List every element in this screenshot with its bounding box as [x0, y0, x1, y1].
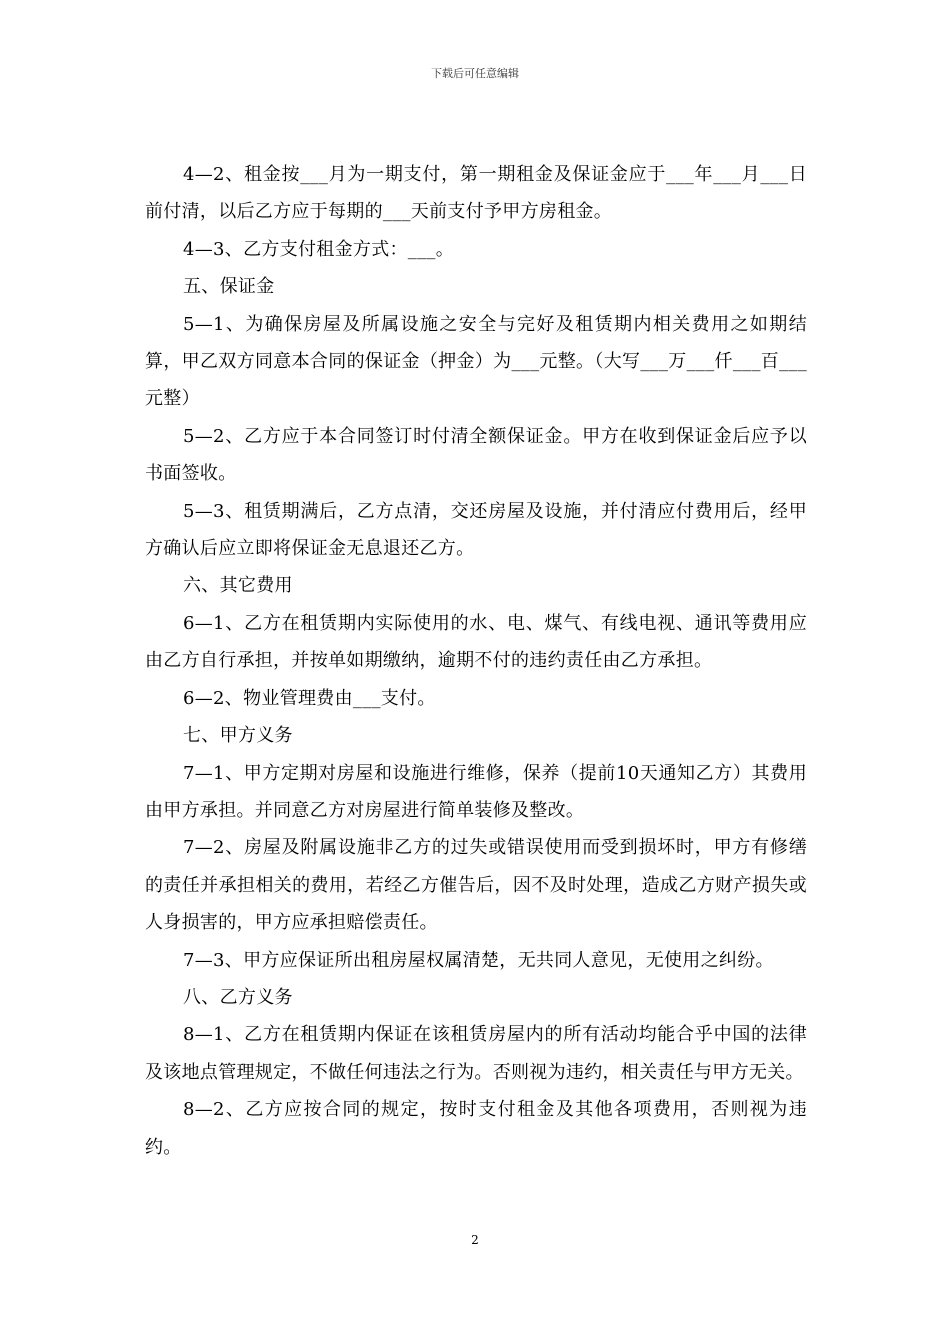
clause-4-2-rent-payment: 4—2、租金按___月为一期支付，第一期租金及保证金应于___年___月___日前付清，以后乙方应于每期的___天前支付予甲方房租金。 — [145, 164, 807, 223]
section-heading-landlord-obligations: 七、甲方义务 — [183, 725, 293, 747]
clause-5-2-deposit-receipt: 5—2、乙方应于本合同签订时付清全额保证金。甲方在收到保证金后应予以书面签收。 — [145, 425, 807, 485]
clause-7-3-ownership: 7—3、甲方应保证所出租房屋权属清楚，无共同人意见，无使用之纠纷。 — [183, 949, 774, 971]
clause-6-1-utilities: 6—1、乙方在租赁期内实际使用的水、电、煤气、有线电视、通讯等费用应由乙方自行承担，并按单如期缴纳，逾期不付的违约责任由乙方承担。 — [145, 612, 807, 672]
clause-7-2-repair-liability: 7—2、房屋及附属设施非乙方的过失或错误使用而受到损坏时，甲方有修缮的责任并承担相关的费用，若经乙方催告后，因不及时处理，造成乙方财产损失或人身损害的，甲方应承担赔偿责任。 — [145, 837, 807, 934]
clause-7-1-maintenance: 7—1、甲方定期对房屋和设施进行维修，保养（提前10天通知乙方）其费用由甲方承担。并同意乙方对房屋进行简单装修及整改。 — [145, 762, 807, 821]
page-header: 下载后可任意编辑 — [431, 67, 519, 80]
page-number: 2 — [471, 1233, 479, 1247]
clause-4-3-payment-method: 4—3、乙方支付租金方式：___。 — [183, 238, 455, 260]
document-body — [145, 156, 807, 1166]
section-heading-other-fees: 六、其它费用 — [183, 575, 293, 597]
clause-8-2-timely-payment: 8—2、乙方应按合同的规定，按时支付租金及其他各项费用，否则视为违约。 — [145, 1099, 807, 1158]
clause-5-3-deposit-refund: 5—3、租赁期满后，乙方点清，交还房屋及设施，并付清应付费用后，经甲方确认后应立即将保证金无息退还乙方。 — [145, 500, 807, 560]
clause-8-1-lawful-use: 8—1、乙方在租赁期内保证在该租赁房屋内的所有活动均能合乎中国的法律及该地点管理规定，不做任何违法之行为。否则视为违约，相关责任与甲方无关。 — [145, 1024, 807, 1083]
clause-5-1-deposit-amount: 5—1、为确保房屋及所属设施之安全与完好及租赁期内相关费用之如期结算，甲乙双方同意本合同的保证金（押金）为___元整。（大写___万___仟___百___元整） — [145, 313, 807, 410]
section-heading-deposit: 五、保证金 — [183, 276, 275, 298]
section-heading-tenant-obligations: 八、乙方义务 — [183, 986, 293, 1008]
clause-6-2-management-fee: 6—2、物业管理费由___支付。 — [183, 687, 436, 709]
